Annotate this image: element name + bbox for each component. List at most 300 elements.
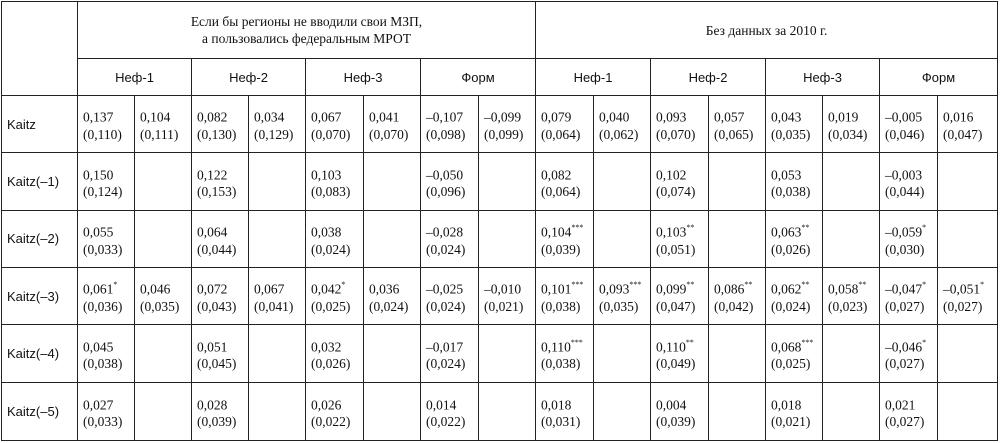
coef-cell [766,210,823,267]
significance-stars: *** [629,280,642,290]
coef-value-line [197,163,248,184]
coef-value: –0,099 [484,109,522,125]
subheader-nef3-b: Неф-3 [766,59,880,96]
coef-value-line [541,277,593,298]
significance-stars: ** [801,280,810,290]
coef-value-line [140,277,191,298]
coef-cell [479,210,536,267]
coef-value: –0,050 [426,167,464,183]
table-row [2,325,998,382]
coef-cell [78,382,135,440]
significance-stars: ** [744,280,753,290]
coef-value: –0,028 [426,224,464,240]
coef-value-line [771,220,822,241]
standard-error: (0,043) [197,298,237,314]
coef-cell [421,267,479,324]
standard-error: (0,030) [885,241,925,257]
coef-value-line [656,220,708,241]
coef-cell [421,325,479,382]
significance-stars: * [922,223,927,233]
standard-error: (0,031) [541,414,581,430]
coef-value-line [140,105,191,126]
coef-value: 0,110 [656,339,686,355]
coef-value-line [426,277,478,298]
coef-value: 0,026 [311,397,342,413]
coef-cell [192,267,249,324]
standard-error: (0,096) [426,184,466,200]
coef-cell [766,325,823,382]
coef-value-line [771,105,822,126]
row-label: Kaitz(–4) [2,325,78,382]
coef-value-line [656,277,708,298]
standard-error: (0,110) [83,126,122,142]
row-label: Kaitz(–1) [2,153,78,210]
standard-error: (0,129) [254,126,294,142]
standard-error: (0,027) [885,298,925,314]
coef-cell [192,96,249,153]
standard-error: (0,039) [197,414,237,430]
coef-value: 0,110 [541,339,571,355]
row-label: Kaitz(–5) [2,382,78,440]
table-body [2,96,998,441]
row-label: Kaitz(–3) [2,267,78,324]
coef-cell [880,153,938,210]
coef-cell [938,96,998,153]
coef-cell [135,210,192,267]
significance-stars: *** [571,223,584,233]
coef-cell [536,210,594,267]
coef-cell [651,153,709,210]
subheader-form-a: Форм [421,59,536,96]
coef-cell [306,96,364,153]
standard-error: (0,022) [426,414,466,430]
coef-value-line [714,277,765,298]
group-header-federal-mrot [78,2,536,59]
standard-error: (0,083) [311,184,351,200]
standard-error: (0,039) [656,414,696,430]
coef-cell [651,382,709,440]
coef-value: –0,010 [484,281,522,297]
standard-error: (0,070) [656,126,696,142]
coef-value-line [197,277,248,298]
coef-value: 0,067 [311,109,342,125]
standard-error: (0,027) [885,414,925,430]
coef-value-line [83,105,134,126]
significance-stars: ** [801,223,810,233]
standard-error: (0,046) [885,126,925,142]
coef-value: 0,103 [656,224,687,240]
standard-error: (0,070) [369,126,409,142]
standard-error: (0,062) [599,126,639,142]
coef-cell [536,96,594,153]
coef-cell [192,210,249,267]
coef-cell [823,382,880,440]
coef-value: –0,005 [885,109,923,125]
standard-error: (0,064) [541,126,581,142]
coef-cell [192,325,249,382]
coef-value-line [311,163,363,184]
coef-cell [364,267,421,324]
coef-value: –0,003 [885,167,923,183]
coef-cell [823,325,880,382]
coef-value: 0,055 [83,224,114,240]
coef-value-line [311,335,363,356]
coef-value: 0,018 [771,397,802,413]
coef-cell [709,325,766,382]
corner-header-cell [2,2,78,96]
coef-value-line [426,105,478,126]
coef-value: 0,137 [83,109,114,125]
coef-cell [135,267,192,324]
coef-value: –0,051 [943,281,981,297]
significance-stars: ** [858,280,867,290]
coef-value-line [656,393,708,414]
subheader-nef1-a: Неф-1 [78,59,192,96]
coef-cell [594,325,651,382]
coef-value-line [83,220,134,241]
coef-value: –0,107 [426,109,464,125]
standard-error: (0,038) [83,356,123,372]
coef-cell [880,267,938,324]
coef-value-line [599,105,650,126]
coef-value-line [426,163,478,184]
standard-error: (0,024) [426,356,466,372]
coef-value-line [311,277,363,298]
coef-value-line [426,220,478,241]
coef-cell [364,153,421,210]
significance-stars: * [980,280,985,290]
coef-value: 0,004 [656,397,687,413]
standard-error: (0,044) [885,184,925,200]
coef-value-line [771,393,822,414]
standard-error: (0,022) [311,414,351,430]
coef-value: 0,067 [254,281,285,297]
coef-value: 0,027 [83,397,114,413]
coef-cell [651,267,709,324]
coef-cell [364,96,421,153]
coef-value: 0,093 [656,109,687,125]
standard-error: (0,153) [197,184,237,200]
coef-value: 0,061 [83,281,114,297]
coef-value: 0,103 [311,167,342,183]
coef-value-line [599,277,650,298]
coef-value-line [885,163,937,184]
coef-value: 0,086 [714,281,745,297]
coef-cell [249,210,306,267]
coef-value: 0,053 [771,167,802,183]
coef-value: –0,059 [885,224,923,240]
table-row [2,96,998,153]
coef-value-line [771,277,822,298]
coef-cell [78,267,135,324]
coef-cell [306,210,364,267]
coef-cell [651,96,709,153]
coef-cell [306,382,364,440]
coef-cell [78,153,135,210]
standard-error: (0,045) [197,356,237,372]
coef-cell [421,210,479,267]
standard-error: (0,099) [484,126,524,142]
standard-error: (0,024) [426,298,466,314]
standard-error: (0,044) [197,241,237,257]
coef-value-line [83,163,134,184]
coef-value-line [484,105,535,126]
significance-stars: * [341,280,346,290]
coef-value: 0,104 [541,224,572,240]
standard-error: (0,035) [771,126,811,142]
standard-error: (0,023) [828,298,868,314]
standard-error: (0,047) [943,126,983,142]
coef-cell [306,267,364,324]
group-header-line-1: Если бы регионы не вводили свои МЗП, [190,14,423,29]
standard-error: (0,026) [311,356,351,372]
coef-cell [479,267,536,324]
subheader-nef1-b: Неф-1 [536,59,651,96]
coef-cell [709,382,766,440]
standard-error: (0,070) [311,126,351,142]
coef-value-line [885,277,937,298]
coef-cell [651,325,709,382]
coef-value: 0,051 [197,339,228,355]
coef-value-line [197,220,248,241]
coef-value-line [656,163,708,184]
coef-value-line [197,105,248,126]
coef-value: 0,018 [541,397,572,413]
group-header-line-2: а пользовались федеральным МРОТ [202,31,411,46]
standard-error: (0,024) [311,241,351,257]
coef-value: 0,034 [254,109,285,125]
significance-stars: * [113,280,118,290]
coef-cell [306,325,364,382]
coef-cell [306,153,364,210]
coef-value: –0,025 [426,281,464,297]
coef-cell [135,96,192,153]
coef-value: 0,014 [426,397,457,413]
coef-cell [938,153,998,210]
coef-value-line [541,335,593,356]
coef-cell [249,96,306,153]
coef-value-line [83,335,134,356]
significance-stars: *** [571,280,584,290]
coef-value: 0,079 [541,109,572,125]
coef-value-line [771,335,822,356]
standard-error: (0,038) [541,298,581,314]
table-row [2,210,998,267]
standard-error: (0,098) [426,126,466,142]
coef-value: 0,101 [541,281,572,297]
coef-cell [364,210,421,267]
coef-value-line [311,105,363,126]
standard-error: (0,027) [943,298,983,314]
standard-error: (0,064) [541,184,581,200]
coef-value-line [369,105,420,126]
coef-value-line [426,393,478,414]
coef-cell [78,96,135,153]
subheader-form-b: Форм [880,59,998,96]
coef-cell [823,96,880,153]
coef-value-line [541,393,593,414]
coef-value: 0,042 [311,281,342,297]
coef-cell [709,267,766,324]
coef-cell [938,325,998,382]
standard-error: (0,039) [541,241,581,257]
coef-value: 0,016 [943,109,974,125]
group-header-without-2010: Без данных за 2010 г. [536,2,998,59]
coef-cell [135,382,192,440]
coef-cell [651,210,709,267]
standard-error: (0,038) [771,184,811,200]
coef-cell [479,382,536,440]
subheader-nef3-a: Неф-3 [306,59,421,96]
coef-cell [479,153,536,210]
significance-stars: *** [801,337,814,347]
standard-error: (0,025) [311,298,351,314]
coef-cell [823,210,880,267]
coef-value-line [426,335,478,356]
standard-error: (0,024) [369,298,409,314]
standard-error: (0,111) [140,126,179,142]
coef-cell [938,267,998,324]
significance-stars: *** [570,337,583,347]
coef-value-line [484,277,535,298]
standard-error: (0,065) [714,126,754,142]
coef-cell [938,210,998,267]
standard-error: (0,074) [656,184,696,200]
coef-value-line [771,163,822,184]
row-label: Kaitz [2,96,78,153]
coef-cell [594,267,651,324]
coef-cell [421,382,479,440]
coef-value-line [83,393,134,414]
coef-value-line [828,277,879,298]
coef-value: 0,032 [311,339,342,355]
coef-cell [135,153,192,210]
coef-cell [192,382,249,440]
standard-error: (0,025) [771,356,811,372]
coef-value: 0,122 [197,167,228,183]
coef-value-line [885,335,937,356]
coef-cell [249,267,306,324]
coef-value: 0,045 [83,339,114,355]
coef-value-line [656,105,708,126]
standard-error: (0,051) [656,241,696,257]
standard-error: (0,033) [83,241,123,257]
coef-cell [192,153,249,210]
coef-value: 0,058 [828,281,859,297]
subheader-nef2-a: Неф-2 [192,59,306,96]
coef-cell [709,153,766,210]
coef-value: 0,043 [771,109,802,125]
coef-cell [880,96,938,153]
coef-value-line [943,277,997,298]
coef-value-line [656,335,708,356]
coef-value-line [885,393,937,414]
coef-cell [938,382,998,440]
coef-value-line [254,277,305,298]
standard-error: (0,035) [599,298,639,314]
standard-error: (0,038) [541,356,581,372]
coef-value-line [311,393,363,414]
coef-cell [421,96,479,153]
coef-cell [536,325,594,382]
coef-cell [536,153,594,210]
significance-stars: ** [686,280,695,290]
coef-value: 0,082 [197,109,228,125]
standard-error: (0,130) [197,126,237,142]
coef-cell [364,325,421,382]
coef-value-line [311,220,363,241]
coef-cell [709,210,766,267]
subheader-nef2-b: Неф-2 [651,59,766,96]
coef-value: 0,028 [197,397,228,413]
coef-cell [880,382,938,440]
coef-value: 0,082 [541,167,572,183]
coef-cell [536,267,594,324]
coef-cell [479,325,536,382]
regression-table [1,1,998,441]
coef-value: 0,021 [885,397,916,413]
coef-value-line [541,220,593,241]
coef-value: 0,040 [599,109,630,125]
coef-value: 0,038 [311,224,342,240]
standard-error: (0,041) [254,298,294,314]
coef-cell [766,382,823,440]
standard-error: (0,124) [83,184,123,200]
coef-value-line [943,105,997,126]
coef-cell [880,325,938,382]
table-row [2,153,998,210]
significance-stars: ** [686,223,695,233]
coef-value: 0,063 [771,224,802,240]
coef-value-line [885,105,937,126]
standard-error: (0,021) [484,298,524,314]
coef-cell [823,267,880,324]
coef-cell [594,382,651,440]
coef-value-line [714,105,765,126]
standard-error: (0,027) [885,356,925,372]
coef-value: 0,041 [369,109,400,125]
coef-value: 0,019 [828,109,859,125]
coef-value: 0,072 [197,281,228,297]
table-row [2,382,998,440]
coef-cell [709,96,766,153]
standard-error: (0,026) [771,241,811,257]
coef-value-line [254,105,305,126]
significance-stars: * [922,337,927,347]
coef-value-line [885,220,937,241]
significance-stars: ** [685,337,694,347]
coef-cell [78,210,135,267]
coef-cell [766,96,823,153]
coef-value: –0,017 [426,339,464,355]
standard-error: (0,024) [426,241,466,257]
coef-value: 0,104 [140,109,171,125]
coef-value: 0,093 [599,281,630,297]
standard-error: (0,035) [140,298,180,314]
coef-value: 0,046 [140,281,171,297]
coef-value-line [828,105,879,126]
coef-value-line [541,163,593,184]
coef-cell [766,153,823,210]
coef-value: 0,062 [771,281,802,297]
coef-cell [594,210,651,267]
coef-cell [536,382,594,440]
standard-error: (0,036) [83,298,123,314]
row-label: Kaitz(–2) [2,210,78,267]
coef-value: 0,036 [369,281,400,297]
coef-cell [479,96,536,153]
standard-error: (0,049) [656,356,696,372]
